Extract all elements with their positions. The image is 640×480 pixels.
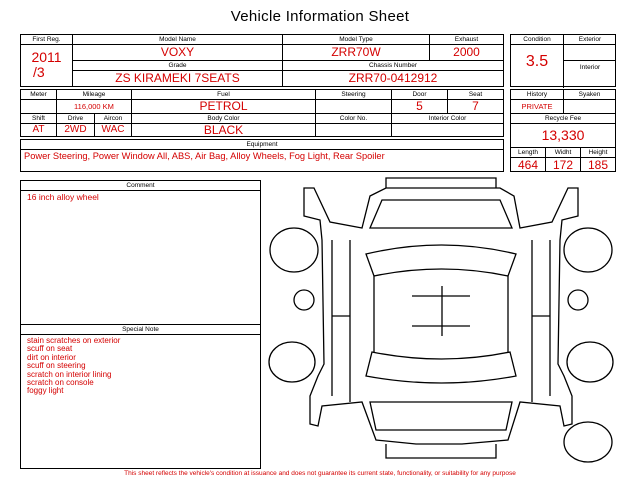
drive-cell bbox=[56, 113, 95, 137]
sheet-title: Vehicle Information Sheet bbox=[230, 8, 410, 25]
aircon-value: WAC bbox=[101, 124, 125, 135]
color-no-label: Color No. bbox=[316, 114, 391, 124]
car-bumper-front bbox=[386, 178, 496, 188]
car-windshield bbox=[366, 245, 516, 276]
model-type-value: ZRR70W bbox=[331, 45, 381, 59]
seat-cell bbox=[447, 89, 504, 114]
spare-wheel-icon bbox=[564, 422, 612, 462]
special-note-item: stain scratches on exterior bbox=[27, 336, 121, 345]
model-type-label: Model Type bbox=[283, 35, 429, 45]
height-label: Height bbox=[581, 148, 615, 158]
car-interior-lines bbox=[412, 286, 470, 336]
car-right-side bbox=[532, 240, 550, 402]
first-reg-year: 2011 bbox=[31, 49, 62, 65]
equipment-cell bbox=[20, 139, 504, 172]
body-color-value: BLACK bbox=[203, 123, 244, 137]
width-value: 172 bbox=[552, 158, 574, 172]
first-reg-month: /3 bbox=[33, 64, 45, 80]
exhaust-cell bbox=[429, 34, 504, 61]
exhaust-value: 2000 bbox=[453, 45, 480, 59]
fuel-cell bbox=[131, 89, 316, 114]
fuel-value: PETROL bbox=[199, 99, 248, 113]
special-note-label: Special Note bbox=[21, 325, 260, 335]
meter-label: Meter bbox=[21, 90, 56, 100]
first-reg-cell bbox=[20, 34, 73, 87]
height-cell bbox=[580, 147, 616, 172]
model-name-label: Model Name bbox=[73, 35, 282, 45]
meter-cell bbox=[20, 89, 57, 114]
wheel-front-right-icon bbox=[564, 228, 612, 272]
comment-value: 16 inch alloy wheel bbox=[27, 192, 99, 202]
car-tailgate bbox=[370, 402, 512, 430]
length-value: 464 bbox=[517, 158, 539, 172]
aircon-cell bbox=[94, 113, 132, 137]
body-color-cell bbox=[131, 113, 316, 137]
shift-cell bbox=[20, 113, 57, 137]
comment-box bbox=[20, 180, 261, 325]
special-note-item: scratch on console bbox=[27, 378, 94, 388]
shift-label: Shift bbox=[21, 114, 56, 124]
special-note-item: foggy light bbox=[27, 386, 64, 396]
wheel-front-left-icon bbox=[270, 228, 318, 272]
wheel-rear-left-icon bbox=[269, 342, 315, 382]
body-color-label: Body Color bbox=[132, 114, 315, 124]
syaken-cell bbox=[563, 89, 616, 114]
mileage-value: 116,000 KM bbox=[74, 102, 114, 111]
width-label: Widht bbox=[546, 148, 580, 158]
door-cell bbox=[391, 89, 448, 114]
recycle-fee-value: 13,330 bbox=[541, 127, 585, 143]
model-type-cell bbox=[282, 34, 430, 61]
mileage-cell bbox=[56, 89, 132, 114]
seat-label: Seat bbox=[448, 90, 503, 100]
disclaimer-footer: This sheet reflects the vehicle's condition at issuance and does not guarantee its current state, functionality, or suitability for any purpose bbox=[124, 470, 516, 477]
special-note-item: dirt on interior bbox=[27, 352, 76, 362]
interior-label: Interior bbox=[579, 64, 601, 71]
car-left-side bbox=[332, 240, 350, 402]
exhaust-label: Exhaust bbox=[430, 35, 503, 45]
wheel-small-left-icon bbox=[294, 290, 314, 310]
comment-label: Comment bbox=[21, 181, 260, 191]
interior-color-label: Interior Color bbox=[392, 114, 503, 124]
width-cell bbox=[545, 147, 581, 172]
drive-value: 2WD bbox=[64, 124, 87, 135]
length-label: Length bbox=[511, 148, 545, 158]
history-label: History bbox=[511, 90, 563, 100]
model-name-value: VOXY bbox=[160, 45, 195, 59]
recycle-fee-label: Recycle Fee bbox=[511, 114, 615, 124]
recycle-fee-cell bbox=[510, 113, 616, 148]
fuel-label: Fuel bbox=[132, 90, 315, 100]
exterior-label: Exterior bbox=[564, 35, 616, 45]
steering-cell bbox=[315, 89, 392, 114]
chassis-value: ZRR70-0412912 bbox=[348, 71, 438, 85]
condition-label: Condition bbox=[511, 35, 563, 45]
condition-cell bbox=[510, 34, 616, 87]
shift-value: AT bbox=[32, 124, 45, 135]
wheel-rear-right-icon bbox=[567, 342, 613, 382]
condition-value: 3.5 bbox=[525, 53, 549, 70]
chassis-cell bbox=[282, 60, 504, 87]
syaken-label: Syaken bbox=[564, 90, 615, 100]
history-value: PRIVATE bbox=[521, 102, 553, 111]
door-value: 5 bbox=[416, 99, 423, 113]
grade-label: Grade bbox=[73, 61, 282, 71]
model-name-cell bbox=[72, 34, 283, 61]
seat-value: 7 bbox=[472, 99, 479, 113]
height-value: 185 bbox=[587, 158, 609, 172]
special-note-item: scuff on seat bbox=[27, 344, 73, 354]
door-label: Door bbox=[392, 90, 447, 100]
first-reg-label: First Reg. bbox=[21, 35, 72, 45]
drive-label: Drive bbox=[57, 114, 94, 124]
interior-color-cell bbox=[391, 113, 504, 137]
length-cell bbox=[510, 147, 546, 172]
aircon-label: Aircon bbox=[95, 114, 131, 124]
equipment-label: Equipment bbox=[21, 140, 503, 150]
car-bumper-rear bbox=[386, 444, 496, 458]
wheel-small-right-icon bbox=[568, 290, 588, 310]
grade-cell bbox=[72, 60, 283, 87]
special-note-item: scuff on steering bbox=[27, 361, 86, 371]
mileage-label: Mileage bbox=[57, 90, 131, 100]
car-roof bbox=[374, 276, 508, 352]
special-note-box bbox=[20, 324, 261, 469]
steering-label: Steering bbox=[316, 90, 391, 100]
special-note-list bbox=[27, 337, 120, 396]
equipment-value: Power Steering, Power Window All, ABS, Air Bag, Alloy Wheels, Fog Light, Rear Spoiler bbox=[24, 151, 385, 161]
chassis-label: Chassis Number bbox=[283, 61, 503, 71]
car-hood bbox=[370, 200, 512, 228]
special-note-item: scratch on interior lining bbox=[27, 369, 112, 379]
history-cell bbox=[510, 89, 564, 114]
grade-value: ZS KIRAMEKI 7SEATS bbox=[115, 71, 240, 85]
color-no-cell bbox=[315, 113, 392, 137]
car-damage-diagram bbox=[262, 176, 630, 470]
car-rear-window bbox=[366, 352, 516, 383]
